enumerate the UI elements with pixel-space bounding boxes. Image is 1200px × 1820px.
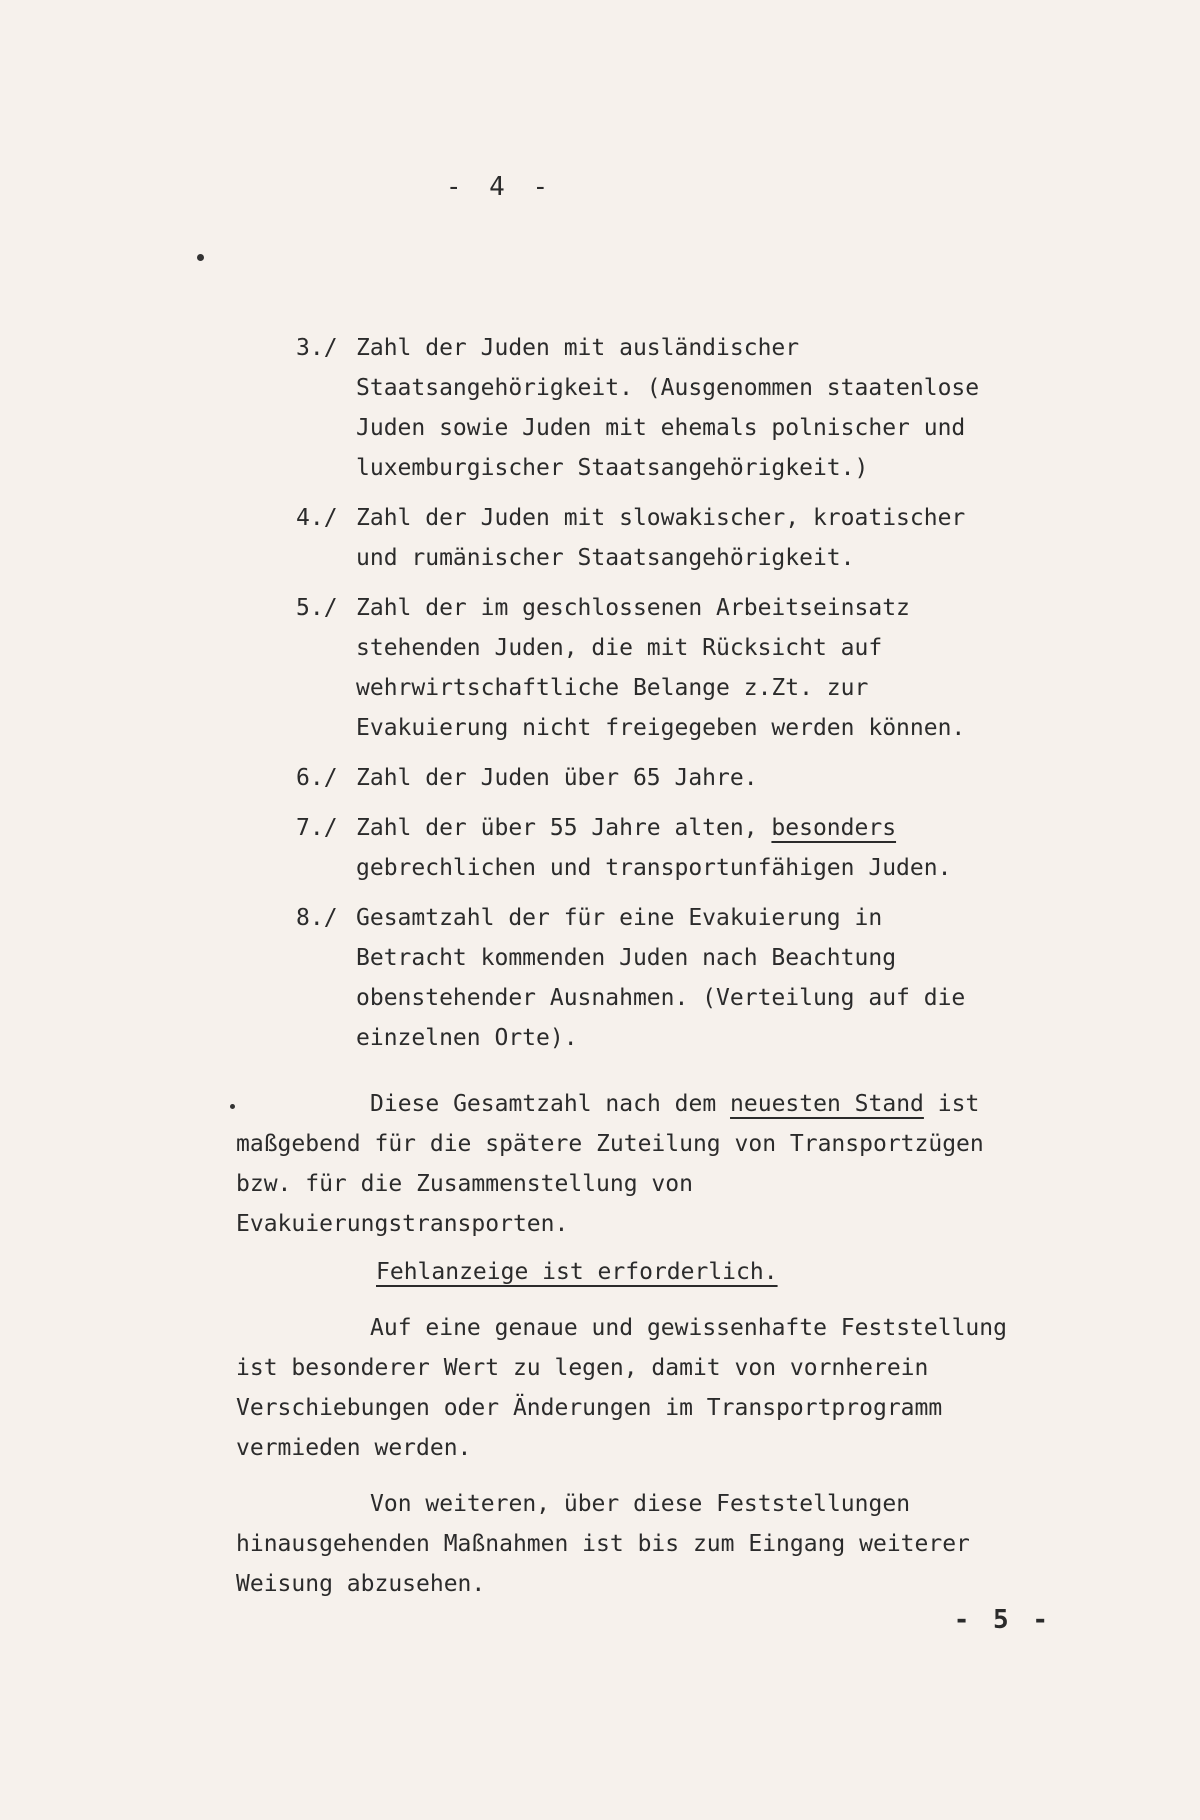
item-number: 5./ bbox=[296, 595, 338, 621]
list-item bbox=[296, 588, 1016, 748]
margin-dot bbox=[230, 1104, 235, 1109]
section-heading: Fehlanzeige ist erforderlich. bbox=[376, 1259, 778, 1285]
item-number: 3./ bbox=[296, 335, 338, 361]
paragraph-further-measures bbox=[236, 1484, 1036, 1604]
item-list bbox=[296, 328, 1016, 1068]
item-text: Zahl der Juden mit slowakischer, kroatischer und rumänischer Staatsangehörigkeit. bbox=[356, 505, 966, 571]
item-text: Zahl der im geschlossenen Arbeitseinsatz stehenden Juden, die mit Rücksicht auf wehrwirtschaftliche Belange z.Zt. zur Evakuierung nicht freigegeben werden können. bbox=[356, 595, 966, 741]
item-number: 7./ bbox=[296, 815, 338, 841]
paragraph-text-after: ist maßgebend für die spätere Zuteilung von Transportzügen bzw. für die Zusammenstellung von Evakuierungstransporten. bbox=[236, 1091, 984, 1237]
item-number: 6./ bbox=[296, 765, 338, 791]
item-text-underlined: besonders bbox=[771, 815, 897, 841]
next-page-marker: - 5 - bbox=[953, 1605, 1052, 1635]
page-number: - 4 - bbox=[445, 172, 555, 202]
paragraph-text: Auf eine genaue und gewissenhafte Feststellung ist besonderer Wert zu legen, damit von vornherein Verschiebungen oder Änderungen im Transportprogramm vermieden werden. bbox=[236, 1315, 1007, 1461]
paragraph-accuracy bbox=[236, 1308, 1036, 1468]
margin-dot bbox=[197, 254, 204, 261]
paragraph-total bbox=[236, 1084, 1036, 1244]
list-item bbox=[296, 808, 1016, 888]
list-item bbox=[296, 898, 1016, 1058]
list-item bbox=[296, 758, 1016, 798]
item-number: 4./ bbox=[296, 505, 338, 531]
item-text: Zahl der Juden über 65 Jahre. bbox=[356, 765, 758, 791]
list-item bbox=[296, 498, 1016, 578]
list-item bbox=[296, 328, 1016, 488]
item-text-after: gebrechlichen und transportunfähigen Juden. bbox=[356, 855, 952, 881]
paragraph-text: Von weiteren, über diese Feststellungen hinausgehenden Maßnahmen ist bis zum Eingang weiterer Weisung abzusehen. bbox=[236, 1491, 970, 1597]
item-text: Zahl der Juden mit ausländischer Staatsangehörigkeit. (Ausgenommen staatenlose Juden sowie Juden mit ehemals polnischer und luxemburgischer Staatsangehörigkeit.) bbox=[356, 335, 980, 481]
paragraph-text-underlined: neuesten Stand bbox=[730, 1091, 924, 1117]
item-number: 8./ bbox=[296, 905, 338, 931]
paragraph-text-before: Diese Gesamtzahl nach dem bbox=[370, 1091, 731, 1117]
item-text bbox=[356, 808, 1006, 888]
item-text: Gesamtzahl der für eine Evakuierung in Betracht kommenden Juden nach Beachtung obenstehender Ausnahmen. (Verteilung auf die einzelnen Orte). bbox=[356, 905, 966, 1051]
item-text-before: Zahl der über 55 Jahre alten, bbox=[356, 815, 772, 841]
